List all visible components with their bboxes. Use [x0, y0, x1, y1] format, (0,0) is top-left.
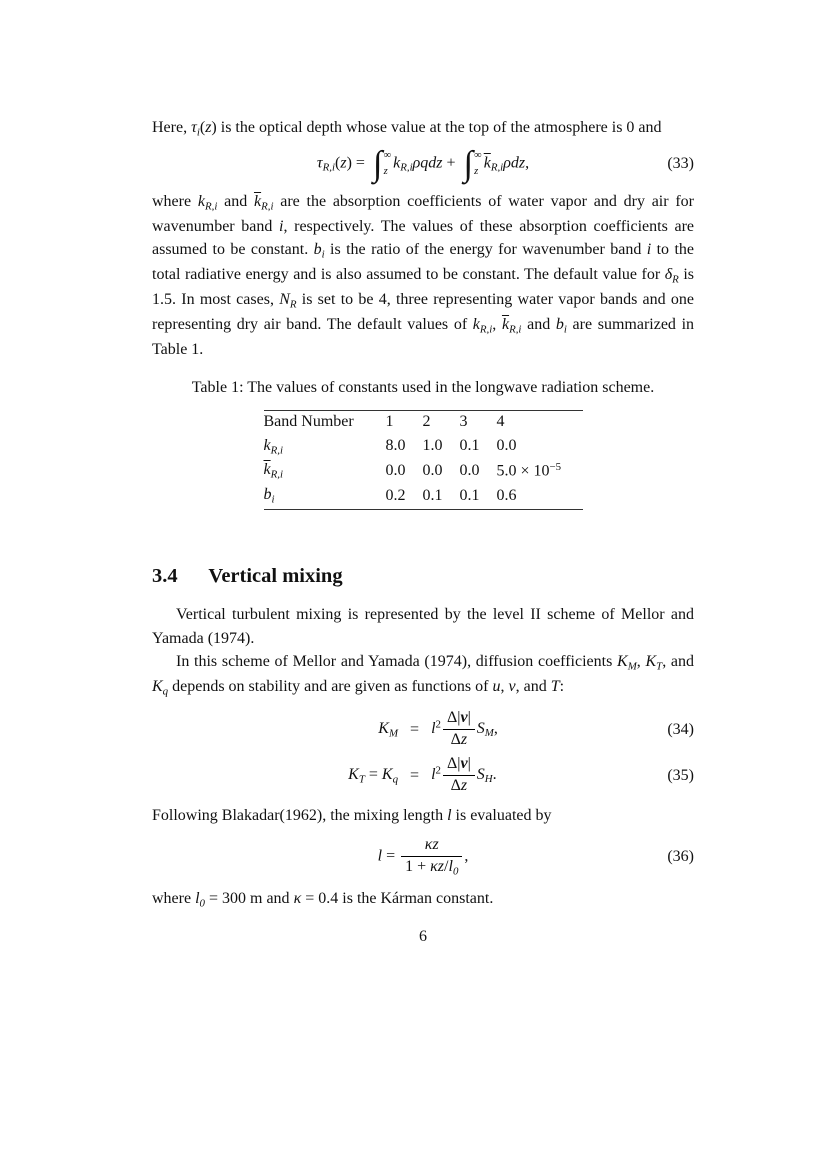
table-cell: 0.2 [385, 487, 406, 505]
equation-34-number: (34) [667, 720, 694, 738]
table-cell: 0.1 [422, 487, 443, 505]
page-content [152, 116, 694, 949]
paragraph-following: Following Blakadar(1962), the mixing length l is evaluated by [152, 807, 552, 825]
table-row-kri [264, 434, 583, 459]
table-header-row [264, 410, 583, 434]
section-heading [152, 564, 694, 589]
equation-34-rhs: $l^2$ $\frac{\Delta|v|}{\Delta z}$ $S_M$, [431, 708, 498, 751]
fraction: $\frac{\Delta|v|}{\Delta z}$ [443, 708, 475, 751]
section-title: Vertical mixing [208, 564, 343, 587]
equation-36-body: l = $\frac{\kappa z}{1 + \kappa z/l_0}$ , [377, 836, 469, 878]
section-number: 3.4 [152, 564, 178, 587]
equation-35-number: (35) [667, 767, 694, 785]
table-cell: 0.0 [496, 437, 517, 455]
table-cell: 1.0 [422, 437, 443, 455]
page-number: 6 [419, 928, 427, 946]
table-cell: 0.0 [385, 462, 406, 480]
table-cell: 8.0 [385, 437, 406, 455]
table-cell: 0.1 [459, 437, 480, 455]
table-header-band-number: Band Number [263, 413, 354, 431]
table-cell: $5.0 \times 10^{-5}$ [496, 461, 562, 480]
equation-34-equals: = [410, 720, 420, 738]
table-cell: 0.1 [459, 487, 480, 505]
table-header-band-3: 3 [459, 413, 468, 431]
equation-34-lhs: $K_M$ [378, 719, 399, 739]
table-constants [264, 410, 583, 510]
equation-33-number: (33) [667, 155, 694, 173]
equation-33 [152, 144, 694, 184]
row-label-bi: $b_i$ [263, 486, 275, 506]
integral-sign: ∫ ∞ z [372, 144, 392, 184]
paragraph-scheme: In this scheme of Mellor and Yamada (1974), diffusion coefficients $K_M$, $K_T$, and $K_q$ depends on stability and are given as functions of u, v, and T: [152, 652, 694, 698]
table-cell: 0.6 [496, 487, 517, 505]
paragraph-karman: where $l_0 = 300$ m and κ = 0.4 is the Kárman constant. [152, 890, 494, 910]
integral-sign: ∫ ∞ z [463, 144, 482, 184]
paragraph-where: where $k_{R,i}$ and $\overline{k}_{R,i}$ are the absorption coefficients of water vapor and dry air for wavenumber band i, respectively. The values of these absorption coefficients are assumed to be constant. $b_i$ is the ratio of the energy for wavenumber band i to the total radiative energy and is also assumed to be constant. The default value for $\delta_R$ is 1.5. In most cases, $N_R$ is set to be 4, three representing water vapor bands and one representing dry air band. The default values of $k_{R,i}$, $\overline{k}_{R,i}$ and $b_i$ are summarized in Table 1. [152, 193, 695, 359]
table-cell: 0.0 [459, 462, 480, 480]
equation-35-lhs: $K_T = K_q$ [348, 766, 399, 786]
row-label-kri-bar: $\overline{k}_{R,i}$ [263, 461, 283, 481]
table-cell: 0.0 [422, 462, 443, 480]
paragraph-vertical-mixing: Vertical turbulent mixing is represented by the level II scheme of Mellor and Yamada (1974). [152, 606, 694, 647]
equation-group-34-35 [152, 708, 694, 797]
table-header-band-2: 2 [422, 413, 431, 431]
fraction: $\frac{\kappa z}{1 + \kappa z/l_0}$ [401, 835, 462, 878]
fraction: $\frac{\Delta|v|}{\Delta z}$ [443, 754, 475, 797]
equation-35-equals: = [410, 767, 420, 785]
equation-36-number: (36) [667, 848, 694, 866]
table-header-band-4: 4 [496, 413, 505, 431]
equation-33-body: $\tau_{R,i}(z)$ = ∫ ∞ z $k_{R,i}\rho qdz$ + ∫ ∞ z $\overline{k}_{R,i}\rho dz$, [316, 144, 530, 184]
row-label-kri: $k_{R,i}$ [263, 436, 283, 456]
paragraph-intro: Here, $\tau_i(z)$ is the optical depth whose value at the top of the atmosphere is 0 and [152, 119, 662, 139]
table-caption: Table 1: The values of constants used in the longwave radiation scheme. [191, 378, 655, 396]
table-header-band-1: 1 [385, 413, 394, 431]
table-row-bi [264, 484, 583, 509]
table-row-kri-bar [264, 459, 583, 484]
equation-35-rhs: $l^2$ $\frac{\Delta|v|}{\Delta z}$ $S_H$. [431, 754, 498, 797]
equation-36 [152, 835, 694, 878]
